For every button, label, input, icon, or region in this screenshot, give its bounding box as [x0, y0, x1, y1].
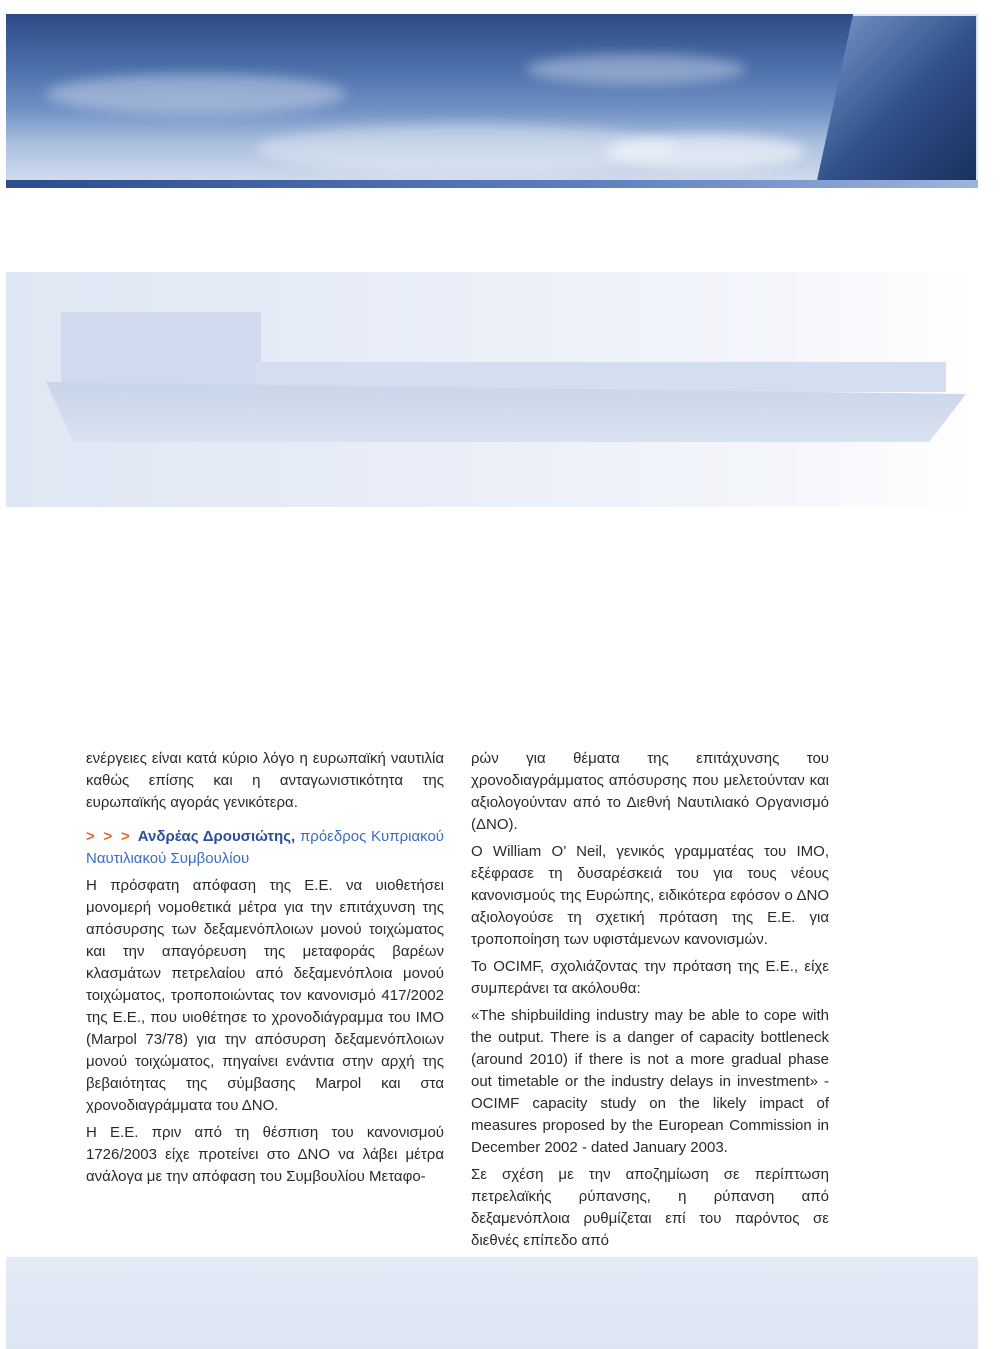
quote-paragraph: «The shipbuilding industry may be able to cope with the output. There is a danger of capacity bottleneck (around 2010) if there is not a more gradual phase out timetable or the industry delays in investment» - OCIMF capacity study on the likely impact of measures proposed by the European Commission in December 2002 - dated January 2003. — [471, 1007, 829, 1156]
speaker-heading — [86, 826, 444, 870]
speaker-name: Ανδρέας Δρουσιώτης, — [137, 828, 296, 845]
header-divider — [6, 180, 978, 188]
speaker-role: πρόεδρος Κυπριακού Ναυτιλιακού Συμβουλίου — [86, 828, 445, 867]
body-paragraph: Η Ε.Ε. πριν από τη θέσπιση του κανονισμού 1726/2003 είχε προτείνει στο ΔΝΟ να λάβει μέτρα ανάλογα με την απόφαση του Συμβουλίου Μεταφο- — [86, 1124, 444, 1185]
right-column — [471, 748, 829, 1257]
body-paragraph: Το OCIMF, σχολιάζοντας την πρόταση της Ε.Ε., είχε συμπεράνει τα ακόλουθα: — [471, 958, 829, 997]
body-paragraph: Ο William O’ Neil, γενικός γραμματέας του ΙΜΟ, εξέφρασε τη δυσαρέσκειά του για τους νέους κανονισμούς της Ευρώπης, ειδικότερα εφόσον ο ΔΝΟ αξιολογούσε τη σχετική πρόταση της Ε.Ε. για τροποποίηση των υφιστάμενων κανονισμών. — [471, 843, 829, 948]
body-paragraph: ρών για θέματα της επιτάχυνσης του χρονοδιαγράμματος απόσυρσης που μελετούνταν και αξιολογούνταν από το Διεθνή Ναυτιλιακό Οργανισμό (ΔΝΟ). — [471, 750, 829, 833]
footer-band — [6, 1257, 978, 1349]
tanker-watermark-image — [6, 272, 978, 507]
body-paragraph: Σε σχέση με την αποζημίωση σε περίπτωση πετρελαϊκής ρύπανσης, η ρύπανση από δεξαμενόπλοια ρυθμίζεται επί του παρόντος σε διεθνές επίπεδο από — [471, 1166, 829, 1249]
arrows-marker: > > > — [86, 828, 132, 845]
left-column — [86, 748, 444, 1193]
intro-paragraph: ενέργειες είναι κατά κύριο λόγο η ευρωπαϊκή ναυτιλία καθώς επίσης και η ανταγωνιστικότητα της ευρωπαϊκής αγοράς γενικότερα. — [86, 750, 444, 811]
body-paragraph: Η πρόσφατη απόφαση της Ε.Ε. να υιοθετήσει μονομερή νομοθετικά μέτρα για την επιτάχυνση της απόσυρσης των δεξαμενόπλοιων μονού τοιχώματος και την απαγόρευση της μεταφοράς βαρέων κλασμάτων πετρελαίου από δεξαμενόπλοια μονού τοιχώματος, τροποποιώντας τον κανονισμό 417/2002 της Ε.Ε., που υιοθέτησε το χρονοδιάγραμμα του ΙΜΟ (Marpol 73/78) για την απόσυρση δεξαμενόπλοιων μονού τοιχώματος, πηγαίνει ενάντια στην αρχή της βεβαιότητας της σύμβασης Marpol και στα χρονοδιαγράμματα του ΔΝΟ. — [86, 877, 444, 1114]
